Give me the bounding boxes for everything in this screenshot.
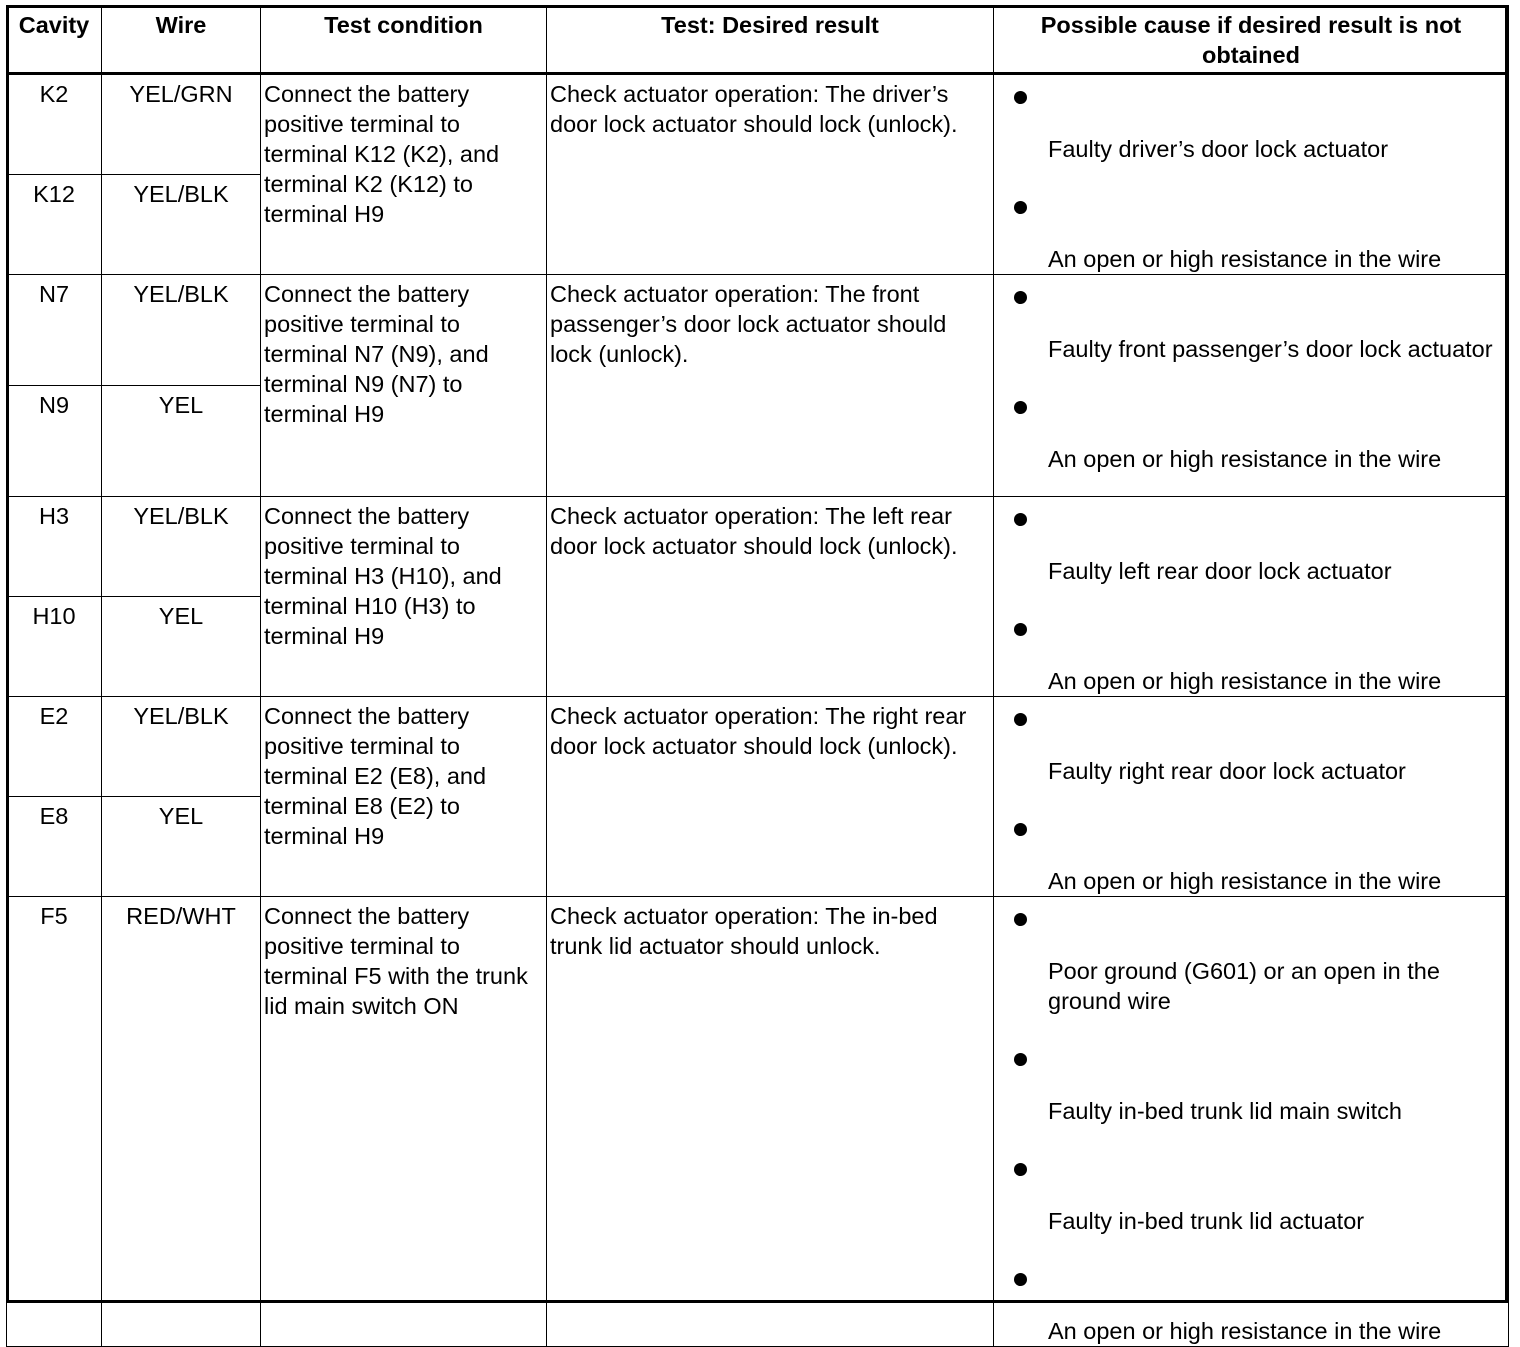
cause-item: An open or high resistance in the wire — [1048, 868, 1442, 894]
cavity-cell: F5 — [7, 897, 102, 1347]
table-row — [7, 897, 1509, 1347]
possible-cause-cell — [994, 74, 1509, 275]
header-wire: Wire — [102, 6, 261, 74]
wire-cell: YEL/BLK — [102, 497, 261, 597]
test-condition-cell: Connect the battery positive terminal to terminal K12 (K2), and terminal K2 (K12) to terminal H9 — [261, 74, 547, 275]
test-condition-cell: Connect the battery positive terminal to terminal N7 (N9), and terminal N9 (N7) to terminal H9 — [261, 275, 547, 497]
possible-cause-cell — [994, 275, 1509, 497]
desired-result-cell: Check actuator operation: The front passenger’s door lock actuator should lock (unlock). — [547, 275, 994, 497]
bullet-icon — [1014, 1041, 1502, 1071]
bullet-icon — [1014, 811, 1502, 841]
table-header-row — [7, 6, 1509, 74]
cause-item: Faulty in-bed trunk lid actuator — [1048, 1208, 1365, 1234]
cavity-cell: K12 — [7, 174, 102, 275]
table-row — [7, 74, 1509, 175]
bullet-icon — [1014, 701, 1502, 731]
wire-cell: YEL — [102, 597, 261, 697]
cause-item: Poor ground (G601) or an open in the ground wire — [1048, 958, 1440, 1014]
cause-item: An open or high resistance in the wire — [1048, 246, 1442, 272]
possible-cause-cell — [994, 897, 1509, 1347]
cavity-cell: E8 — [7, 797, 102, 897]
cause-item: Faulty left rear door lock actuator — [1048, 558, 1392, 584]
header-desired-result: Test: Desired result — [547, 6, 994, 74]
cavity-cell: H10 — [7, 597, 102, 697]
cavity-cell: H3 — [7, 497, 102, 597]
test-condition-cell: Connect the battery positive terminal to terminal H3 (H10), and terminal H10 (H3) to terminal H9 — [261, 497, 547, 697]
wire-cell: YEL — [102, 386, 261, 497]
bullet-icon — [1014, 1261, 1502, 1291]
cause-item: Faulty front passenger’s door lock actuator — [1048, 336, 1493, 362]
wire-cell: YEL/BLK — [102, 697, 261, 797]
cause-item: Faulty right rear door lock actuator — [1048, 758, 1406, 784]
terminal-test-table — [6, 5, 1509, 1347]
header-possible-cause: Possible cause if desired result is not obtained — [994, 6, 1509, 74]
bullet-icon — [1014, 611, 1502, 641]
cause-item: An open or high resistance in the wire — [1048, 446, 1442, 472]
bullet-icon — [1014, 1151, 1502, 1181]
table-row — [7, 275, 1509, 386]
wire-cell: YEL/BLK — [102, 174, 261, 275]
desired-result-cell: Check actuator operation: The right rear door lock actuator should lock (unlock). — [547, 697, 994, 897]
test-condition-cell: Connect the battery positive terminal to terminal E2 (E8), and terminal E8 (E2) to terminal H9 — [261, 697, 547, 897]
bullet-icon — [1014, 79, 1502, 109]
cavity-cell: E2 — [7, 697, 102, 797]
cause-item: An open or high resistance in the wire — [1048, 668, 1442, 694]
desired-result-cell: Check actuator operation: The driver’s door lock actuator should lock (unlock). — [547, 74, 994, 275]
header-cavity: Cavity — [7, 6, 102, 74]
wire-cell: YEL — [102, 797, 261, 897]
bullet-icon — [1014, 189, 1502, 219]
cause-item: Faulty driver’s door lock actuator — [1048, 136, 1389, 162]
wire-cell: RED/WHT — [102, 897, 261, 1347]
bullet-icon — [1014, 901, 1502, 931]
header-test-condition: Test condition — [261, 6, 547, 74]
cavity-cell: N9 — [7, 386, 102, 497]
cavity-cell: K2 — [7, 74, 102, 175]
desired-result-cell: Check actuator operation: The left rear door lock actuator should lock (unlock). — [547, 497, 994, 697]
desired-result-cell: Check actuator operation: The in-bed trunk lid actuator should unlock. — [547, 897, 994, 1347]
cause-item: An open or high resistance in the wire — [1048, 1318, 1442, 1344]
cause-item: Faulty in-bed trunk lid main switch — [1048, 1098, 1402, 1124]
possible-cause-cell — [994, 697, 1509, 897]
table-row — [7, 497, 1509, 597]
possible-cause-cell — [994, 497, 1509, 697]
table-row — [7, 697, 1509, 797]
bullet-icon — [1014, 501, 1502, 531]
test-condition-cell: Connect the battery positive terminal to terminal F5 with the trunk lid main switch ON — [261, 897, 547, 1347]
cavity-cell: N7 — [7, 275, 102, 386]
wire-cell: YEL/BLK — [102, 275, 261, 386]
bullet-icon — [1014, 389, 1502, 419]
bullet-icon — [1014, 279, 1502, 309]
wire-cell: YEL/GRN — [102, 74, 261, 175]
